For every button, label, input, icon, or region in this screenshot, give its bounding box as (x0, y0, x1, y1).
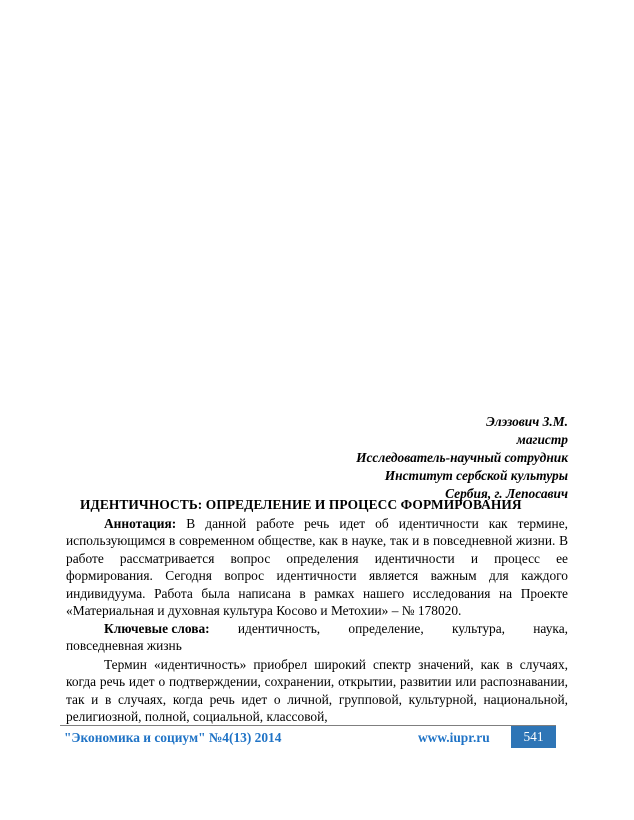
keywords-line (66, 620, 568, 637)
article-title: ИДЕНТИЧНОСТЬ: ОПРЕДЕЛЕНИЕ И ПРОЦЕСС ФОРМИРОВАНИЯ (80, 497, 522, 512)
keyword-item: наука, (533, 621, 568, 636)
keyword-item: определение, (348, 621, 424, 636)
author-position: Исследователь-научный сотрудник (356, 450, 568, 465)
keywords-label: Ключевые слова: (104, 621, 210, 636)
abstract-label: Аннотация: (104, 516, 177, 531)
author-info (356, 413, 568, 503)
body-paragraph: Термин «идентичность» приобрел широкий спектр значений, как в случаях, когда речь идет о подтверждении, сохранении, открытии, развитии или распознавании, так и в случаях, когда речь идет о личной, групповой, культурной, национальной, религиозной, полной, социальной, классовой, (66, 657, 568, 725)
abstract-text: В данной работе речь идет об идентичности как термине, использующимся в современном обществе, как в науке, так и в повседневной жизни. В работе рассматривается вопрос определения идентичности и процесс ее формирования. Сегодня вопрос идентичности является важным для каждого индивидуума. Работа была написана в рамках нашего исследования на Проекте «Материальная и духовная культура Косово и Метохии» – № 178020. (66, 516, 568, 619)
footer-journal: "Экономика и социум" №4(13) 2014 (64, 730, 282, 745)
keyword-item: культура, (451, 621, 506, 636)
page-number: 541 (511, 726, 556, 748)
footer-site-link[interactable]: www.iupr.ru (418, 730, 490, 745)
keyword-item: идентичность, (237, 621, 321, 636)
author-name: Элэзович З.М. (486, 414, 568, 429)
keywords-paragraph (66, 620, 568, 655)
footer-divider (60, 725, 556, 726)
author-location: Сербия, г. Лепосавич (445, 486, 568, 501)
abstract-paragraph (66, 515, 568, 619)
author-degree: магистр (516, 432, 568, 447)
author-institute: Институт сербской культуры (384, 468, 568, 483)
keywords-continuation: повседневная жизнь (66, 638, 182, 654)
